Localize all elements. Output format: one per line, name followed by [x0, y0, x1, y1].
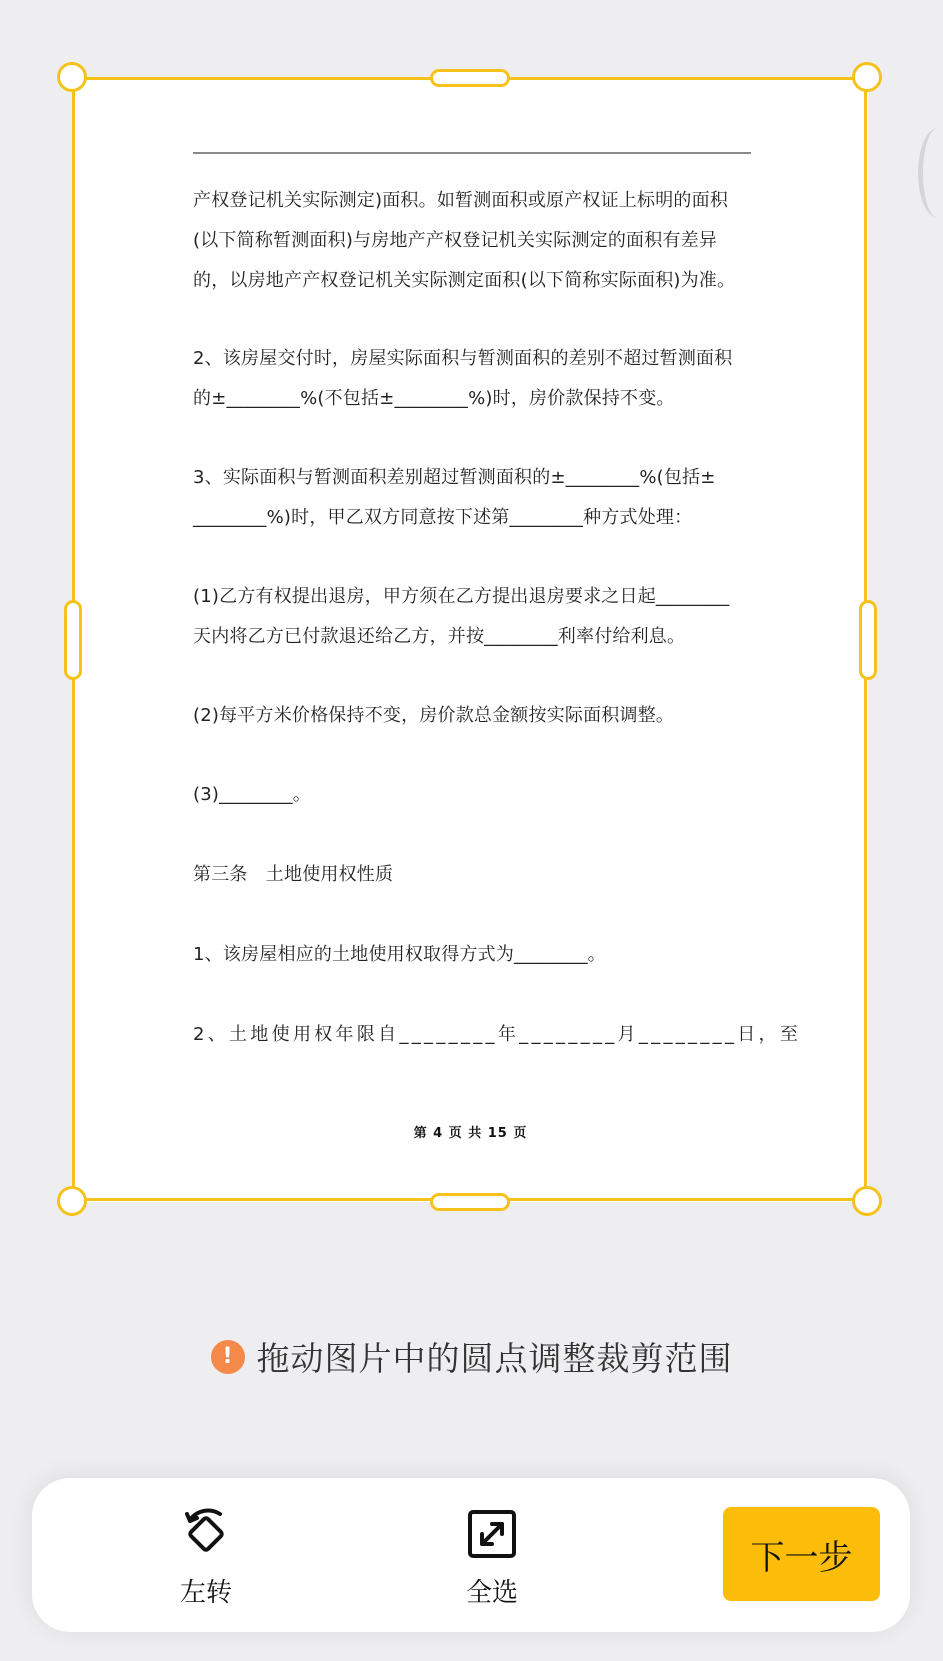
expand-icon — [464, 1506, 520, 1562]
next-step-button[interactable]: 下一步 — [723, 1507, 880, 1601]
rotate-left-button[interactable] — [126, 1478, 286, 1632]
crop-frame[interactable] — [72, 77, 867, 1201]
side-scroll-indicator — [918, 128, 943, 218]
select-all-button[interactable] — [412, 1478, 572, 1632]
rotate-left-label: 左转 — [179, 1578, 232, 1608]
crop-handle-top-left[interactable] — [57, 62, 87, 92]
document-line: 的±________%(不包括±________%)时，房价款保持不变。 — [193, 388, 675, 409]
document-heading: 第三条 土地使用权性质 — [193, 864, 394, 885]
document-line: 的，以房地产产权登记机关实际测定面积(以下简称实际面积)为准。 — [193, 270, 736, 291]
document-line: 天内将乙方已付款退还给乙方，并按________利率付给利息。 — [193, 626, 686, 647]
document-line: 1、该房屋相应的土地使用权取得方式为________。 — [193, 944, 606, 965]
document-line: 2、该房屋交付时，房屋实际面积与暂测面积的差别不超过暂测面积 — [193, 348, 733, 369]
page-number: 第 4 页 共 15 页 — [413, 1126, 528, 1141]
crop-handle-right[interactable] — [859, 600, 877, 680]
hint-bar — [0, 1333, 943, 1380]
document-line: (1)乙方有权提出退房，甲方须在乙方提出退房要求之日起________ — [193, 586, 730, 607]
bottom-toolbar — [32, 1478, 910, 1632]
crop-handle-top-right[interactable] — [852, 62, 882, 92]
hint-text: 拖动图片中的圆点调整裁剪范围 — [256, 1339, 733, 1378]
crop-handle-left[interactable] — [64, 600, 82, 680]
crop-handle-bottom[interactable] — [430, 1193, 510, 1211]
document-line: (以下简称暂测面积)与房地产产权登记机关实际测定的面积有差异 — [193, 230, 718, 251]
exclamation-icon: ! — [211, 1340, 245, 1374]
document-line: (2)每平方米价格保持不变，房价款总金额按实际面积调整。 — [193, 705, 675, 726]
document-line: 2、土地使用权年限自________年________月________日，至 — [193, 1024, 802, 1045]
crop-handle-bottom-left[interactable] — [57, 1186, 87, 1216]
crop-handle-top[interactable] — [430, 69, 510, 87]
document-line: ________%)时，甲乙双方同意按下述第________种方式处理： — [193, 507, 693, 528]
document-line: 产权登记机关实际测定)面积。如暂测面积或原产权证上标明的面积 — [193, 190, 729, 211]
crop-handle-bottom-right[interactable] — [852, 1186, 882, 1216]
document-line: (3)________。 — [193, 784, 311, 805]
select-all-label: 全选 — [465, 1578, 518, 1608]
document-line: 3、实际面积与暂测面积差别超过暂测面积的±________%(包括± — [193, 467, 716, 488]
rotate-left-icon — [178, 1506, 234, 1562]
